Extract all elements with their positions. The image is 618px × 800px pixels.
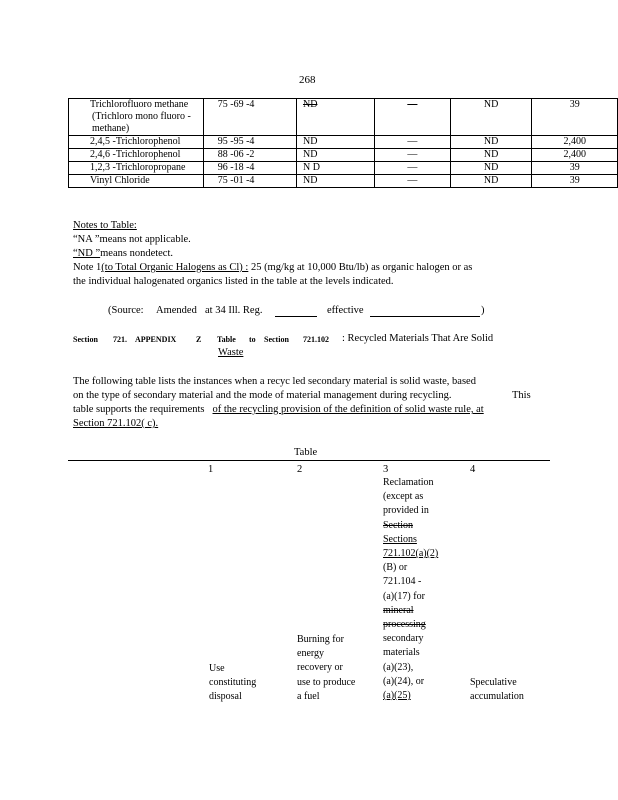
notes-heading: Notes to Table:: [73, 220, 137, 231]
constituent-name-line: Trichlorofluoro methane: [90, 99, 189, 110]
note-na: “NA ”means not applicable.: [73, 234, 191, 245]
table2-cell-line: use to produce: [297, 676, 356, 688]
intro-line-3-b: of the recycling provision of the definition of solid waste rule, at: [212, 404, 484, 415]
table2-cell-line: (except as: [383, 491, 424, 503]
note-nd-rest: means nondetect.: [100, 248, 174, 259]
table2-col4-cell: [470, 676, 550, 704]
note-1-rest: 25 (mg/kg at 10,000 Btu/lb) as organic halogen or as: [248, 262, 473, 273]
cell-value: —: [407, 99, 418, 110]
effective-blank: [370, 316, 480, 317]
section-ref: 721.102: [303, 335, 329, 344]
intro-line-2: on the type of secondary material and the mode of material management during recycling.: [73, 390, 452, 401]
cell-value: —: [407, 175, 418, 186]
section-label: Section: [73, 335, 98, 344]
constituent-name: [69, 149, 204, 162]
cell-value: ND: [483, 136, 499, 147]
cell-value: —: [407, 136, 418, 147]
source-open: (Source:: [108, 305, 144, 316]
source-close: ): [481, 305, 485, 316]
table2-col2-cell: [297, 633, 382, 704]
constituent-name-line: (Trichloro mono fluoro -: [92, 111, 191, 122]
constituent-name: [69, 136, 204, 149]
constituent-c5: [450, 162, 532, 175]
constituent-c4: [374, 149, 450, 162]
constituent-row: [69, 136, 618, 149]
constituent-c6: [532, 136, 618, 149]
table2-cell-line: Section: [383, 519, 413, 531]
cell-value: ND: [302, 99, 318, 110]
constituent-c5: [450, 149, 532, 162]
constituent-cas: [203, 99, 296, 136]
table-label: Table: [217, 335, 236, 344]
constituent-row: [69, 149, 618, 162]
constituent-c3: [296, 175, 374, 188]
table2-cell-line: Use: [209, 663, 225, 674]
table2-cell-line: a fuel: [297, 690, 320, 702]
note-1: [73, 262, 472, 273]
cell-value: 39: [569, 162, 580, 173]
table2-cell-line: 721.104 -: [383, 576, 422, 588]
table2-cell-line: (a)(24), or: [383, 675, 425, 687]
note-nd-prefix: “ND ”: [73, 248, 101, 259]
table2-cell-line: (B) or: [383, 562, 408, 574]
constituent-c4: [374, 99, 450, 136]
table2-cell-line: energy: [297, 648, 325, 660]
table2-cell-line: provided in: [383, 505, 429, 517]
cell-value: —: [407, 149, 418, 160]
constituent-name-line: 1,2,3 -Trichloropropane: [90, 162, 186, 173]
constituent-c5: [450, 99, 532, 136]
table2-cell-line: disposal: [209, 691, 242, 703]
cell-value: 2,400: [563, 136, 586, 147]
page-number: 268: [299, 74, 316, 86]
constituent-c3: [296, 162, 374, 175]
note-1-line2: the individual halogenated organics listed in the table at the levels indicated.: [73, 276, 394, 287]
table2-cell-line: (a)(17) for: [383, 590, 425, 602]
cell-value: ND: [483, 99, 499, 110]
section-label-2: Section: [264, 335, 289, 344]
constituent-name: [69, 99, 204, 136]
constituent-name-line: Vinyl Chloride: [90, 175, 150, 186]
constituent-table: [68, 98, 618, 188]
table2-cell-line: mineral: [383, 604, 414, 616]
cell-value: ND: [302, 136, 318, 147]
constituent-cas: [203, 162, 296, 175]
cell-value: 88 -06 -2: [217, 149, 255, 160]
cell-value: 95 -95 -4: [217, 136, 255, 147]
table2-header-3: 3: [383, 464, 389, 475]
cell-value: 75 -01 -4: [217, 175, 255, 186]
constituent-row: [69, 162, 618, 175]
table2-top-rule: [68, 460, 550, 461]
constituent-c5: [450, 175, 532, 188]
constituent-c5: [450, 136, 532, 149]
constituent-c4: [374, 175, 450, 188]
constituent-cas: [203, 136, 296, 149]
table2-col1-cell: [209, 662, 289, 705]
constituent-row: [69, 175, 618, 188]
section-number: 721.: [113, 335, 127, 344]
table2-cell-line: Burning for: [297, 634, 344, 645]
to-label: to: [249, 335, 256, 344]
table2-cell-line: constituting: [209, 677, 257, 689]
table2-cell-line: (a)(23),: [383, 661, 414, 673]
constituent-name: [69, 175, 204, 188]
register-blank: [275, 316, 317, 317]
table2-header-4: 4: [470, 464, 476, 475]
cell-value: ND: [302, 149, 318, 160]
intro-line-4: Section 721.102( c).: [73, 418, 159, 429]
cell-value: 39: [569, 175, 580, 186]
table2-cell-line: Reclamation: [383, 477, 434, 488]
note-nd: [73, 248, 173, 259]
constituent-name-line: methane): [92, 123, 130, 134]
constituent-c3: [296, 149, 374, 162]
intro-line-3-a: table supports the requirements: [73, 404, 205, 415]
table2-cell-line: Speculative: [470, 677, 517, 688]
intro-line-3: [73, 404, 484, 415]
cell-value: ND: [483, 149, 499, 160]
note-1-underlined: (to Total Organic Halogens as Cl) :: [101, 262, 249, 273]
intro-line-2-end: This: [512, 390, 531, 401]
constituent-name-line: 2,4,5 -Trichlorophenol: [90, 136, 181, 147]
source-effective: effective: [327, 305, 364, 316]
constituent-row: [69, 99, 618, 136]
constituent-name: [69, 162, 204, 175]
cell-value: 2,400: [563, 149, 586, 160]
appendix-title-line2: Waste: [218, 347, 244, 358]
table2-col3-cell: [383, 476, 463, 703]
table2-header-1: 1: [208, 464, 214, 475]
appendix-title: : Recycled Materials That Are Solid: [342, 333, 494, 344]
table2-cell-line: (a)(25): [383, 690, 411, 702]
constituent-cas: [203, 175, 296, 188]
constituent-c3: [296, 136, 374, 149]
table2-cell-line: accumulation: [470, 691, 524, 703]
constituent-cas: [203, 149, 296, 162]
table2-cell-line: materials: [383, 647, 420, 659]
table2-header-2: 2: [297, 464, 303, 475]
source-register: at 34 Ill. Reg.: [205, 305, 263, 316]
constituent-c6: [532, 99, 618, 136]
cell-value: 39: [569, 99, 580, 110]
cell-value: 96 -18 -4: [217, 162, 255, 173]
table2-cell-line: recovery or: [297, 662, 343, 674]
table2-cell-line: Sections: [383, 533, 417, 545]
cell-value: ND: [302, 175, 318, 186]
cell-value: 75 -69 -4: [217, 99, 255, 110]
table2-cell-line: 721.102(a)(2): [383, 548, 439, 560]
cell-value: —: [407, 162, 418, 173]
constituent-c4: [374, 162, 450, 175]
table2-cell-line: secondary: [383, 633, 424, 645]
cell-value: N D: [302, 162, 320, 173]
constituent-name-line: 2,4,6 -Trichlorophenol: [90, 149, 181, 160]
intro-line-1: The following table lists the instances when a recyc led secondary material is solid waste, based: [73, 376, 476, 387]
note-1-prefix: Note 1: [73, 262, 102, 273]
cell-value: ND: [483, 162, 499, 173]
source-amended: Amended: [156, 305, 197, 316]
constituent-c6: [532, 162, 618, 175]
appendix-label: APPENDIX: [135, 335, 177, 344]
constituent-c6: [532, 149, 618, 162]
table2-cell-line: processing: [383, 619, 426, 631]
appendix-letter: Z: [196, 335, 202, 344]
cell-value: ND: [483, 175, 499, 186]
constituent-c4: [374, 136, 450, 149]
constituent-c3: [296, 99, 374, 136]
constituent-c6: [532, 175, 618, 188]
table2-title: Table: [294, 447, 318, 458]
